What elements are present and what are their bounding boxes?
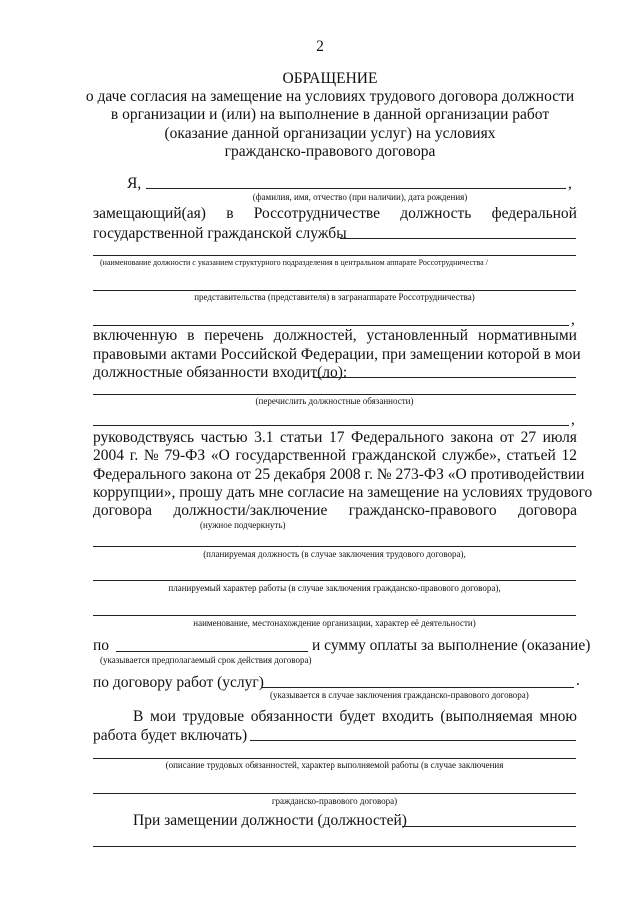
word: входить xyxy=(381,708,434,725)
hint-planned-position: (планируемая должность (в случае заключения трудового договора), xyxy=(203,549,466,559)
duties-desc-field-line-1[interactable] xyxy=(250,740,576,741)
duties-desc-field-line-3[interactable] xyxy=(93,793,576,794)
contract-period: . xyxy=(576,672,580,689)
duties-comma: , xyxy=(571,411,575,428)
hint-contract: (указывается в случае заключения гражданско-правового договора) xyxy=(270,690,529,700)
hint-org: наименование, местонахождение организации, характер её деятельности) xyxy=(193,618,476,628)
word: Федерального xyxy=(350,429,445,446)
contract-field-line[interactable] xyxy=(262,687,574,688)
word: 2004 xyxy=(93,447,124,464)
included-line-2: правовыми актами Российской Федерации, при замещении которой в мои xyxy=(93,346,581,363)
hint-position-2: представительства (представителя) в загранаппарате Россотрудничества) xyxy=(194,292,475,302)
word: г. xyxy=(129,447,139,464)
word[interactable]: должности/заключение xyxy=(173,502,328,519)
duties-field-line-2[interactable] xyxy=(93,394,576,395)
when-label: При замещении должности (должностей) xyxy=(133,812,407,829)
word: государственной xyxy=(235,447,346,464)
i-label: Я, xyxy=(127,175,142,192)
word: 12 xyxy=(561,447,577,464)
duties-desc-field-line-2[interactable] xyxy=(93,758,576,759)
hint-term: (указывается предполагаемый срок действия договора) xyxy=(100,655,312,665)
included-line-3: должностные обязанности входит(ло): xyxy=(93,364,348,381)
word: в xyxy=(187,327,195,344)
word: обязанности xyxy=(250,708,333,725)
when-field-line-1[interactable] xyxy=(402,826,576,827)
word: трудовые xyxy=(182,708,245,725)
duties-field-line-1[interactable] xyxy=(313,377,576,378)
word: июля xyxy=(542,429,577,446)
position-field-line-2[interactable] xyxy=(93,255,576,256)
word: Россотрудничестве xyxy=(253,205,381,222)
document-title: ОБРАЩЕНИЕ xyxy=(282,70,378,87)
word: 27 xyxy=(520,429,537,446)
position-field-line-3[interactable] xyxy=(93,290,576,291)
word: статьей xyxy=(506,447,556,464)
word: договора xyxy=(518,502,577,519)
guided-line-5 xyxy=(93,502,577,520)
hint-duties-desc: (описание трудовых обязанностей, характер выполняемой работы (в случае заключения xyxy=(165,760,504,770)
position-field-line-1[interactable] xyxy=(340,238,576,239)
payment-text: и сумму оплаты за выполнение (оказание) xyxy=(312,637,591,654)
hint-work-nature: планируемый характер работы (в случае заключения гражданско-правового договора), xyxy=(168,583,501,593)
fio-field-line[interactable] xyxy=(146,188,566,189)
word: № xyxy=(143,447,159,464)
hint-fio: (фамилия, имя, отчество (при наличии), дата рождения) xyxy=(252,192,468,202)
word: гражданско-правового xyxy=(348,502,497,519)
word: статьи xyxy=(279,429,323,446)
duties-field-line-3[interactable] xyxy=(93,425,569,426)
document-subtitle-line-3: (оказание данной организации услуг) на условиях xyxy=(164,125,496,142)
po-label: по xyxy=(93,637,110,654)
hint-position-1: (наименование должности с указанием структурного подразделения в центральном аппарате Россотрудничества / xyxy=(100,258,488,267)
contract-label: по договору работ (услуг) xyxy=(93,674,264,691)
hint-underline: (нужное подчеркнуть) xyxy=(200,520,286,530)
fio-comma: , xyxy=(568,175,572,192)
word: (выполняемая xyxy=(440,708,533,725)
page-number: 2 xyxy=(316,38,324,55)
document-subtitle-line-2: в организации и (или) на выполнение в данной организации работ xyxy=(110,106,550,123)
included-line-1 xyxy=(93,327,577,345)
word: закона xyxy=(450,429,494,446)
duties-line-2: работа будет включать) xyxy=(93,727,248,744)
document-subtitle-line-4: гражданско-правового договора xyxy=(224,143,436,160)
word: замещающий(ая) xyxy=(93,205,206,222)
hint-duties: (перечислить должностные обязанности) xyxy=(255,396,414,406)
position-field-line-4[interactable] xyxy=(93,325,569,326)
word: мои xyxy=(150,708,176,725)
planned-position-line[interactable] xyxy=(93,546,576,547)
when-field-line-2[interactable] xyxy=(93,846,576,847)
guided-line-4: коррупции», прошу дать мне согласие на замещение на условиях трудового xyxy=(93,484,593,501)
word: установленный xyxy=(366,327,469,344)
duties-line-1 xyxy=(133,708,577,726)
guided-line-1 xyxy=(93,429,577,447)
word: включенную xyxy=(93,327,178,344)
work-nature-line[interactable] xyxy=(93,580,576,581)
word: перечень xyxy=(204,327,264,344)
org-line[interactable] xyxy=(93,615,576,616)
position-line-2: государственной гражданской службы xyxy=(93,225,347,242)
word: «О xyxy=(210,447,230,464)
word: мною xyxy=(539,708,577,725)
word: гражданской xyxy=(351,447,437,464)
word: В xyxy=(133,708,144,725)
word: службе», xyxy=(441,447,501,464)
hint-gpd: гражданско-правового договора) xyxy=(271,796,398,806)
word: руководствуясь xyxy=(93,429,195,446)
word: нормативными xyxy=(477,327,577,344)
term-field-line[interactable] xyxy=(116,651,308,652)
guided-line-3: Федерального закона от 25 декабря 2008 г. № 273-ФЗ «О противодействии xyxy=(93,466,585,483)
word: федеральной xyxy=(491,205,577,222)
word: должность xyxy=(400,205,472,222)
word: частью xyxy=(200,429,248,446)
word: от xyxy=(499,429,515,446)
position-line-1 xyxy=(93,205,577,223)
guided-line-2 xyxy=(93,447,577,465)
word: должностей, xyxy=(273,327,357,344)
word: 79-ФЗ xyxy=(164,447,206,464)
word: в xyxy=(226,205,234,222)
word: 17 xyxy=(328,429,345,446)
word: будет xyxy=(339,708,376,725)
position-comma: , xyxy=(571,311,575,328)
document-subtitle-line-1: о даче согласия на замещение на условиях трудового договора должности xyxy=(85,88,575,105)
word: договора xyxy=(93,502,152,519)
word: 3.1 xyxy=(254,429,274,446)
